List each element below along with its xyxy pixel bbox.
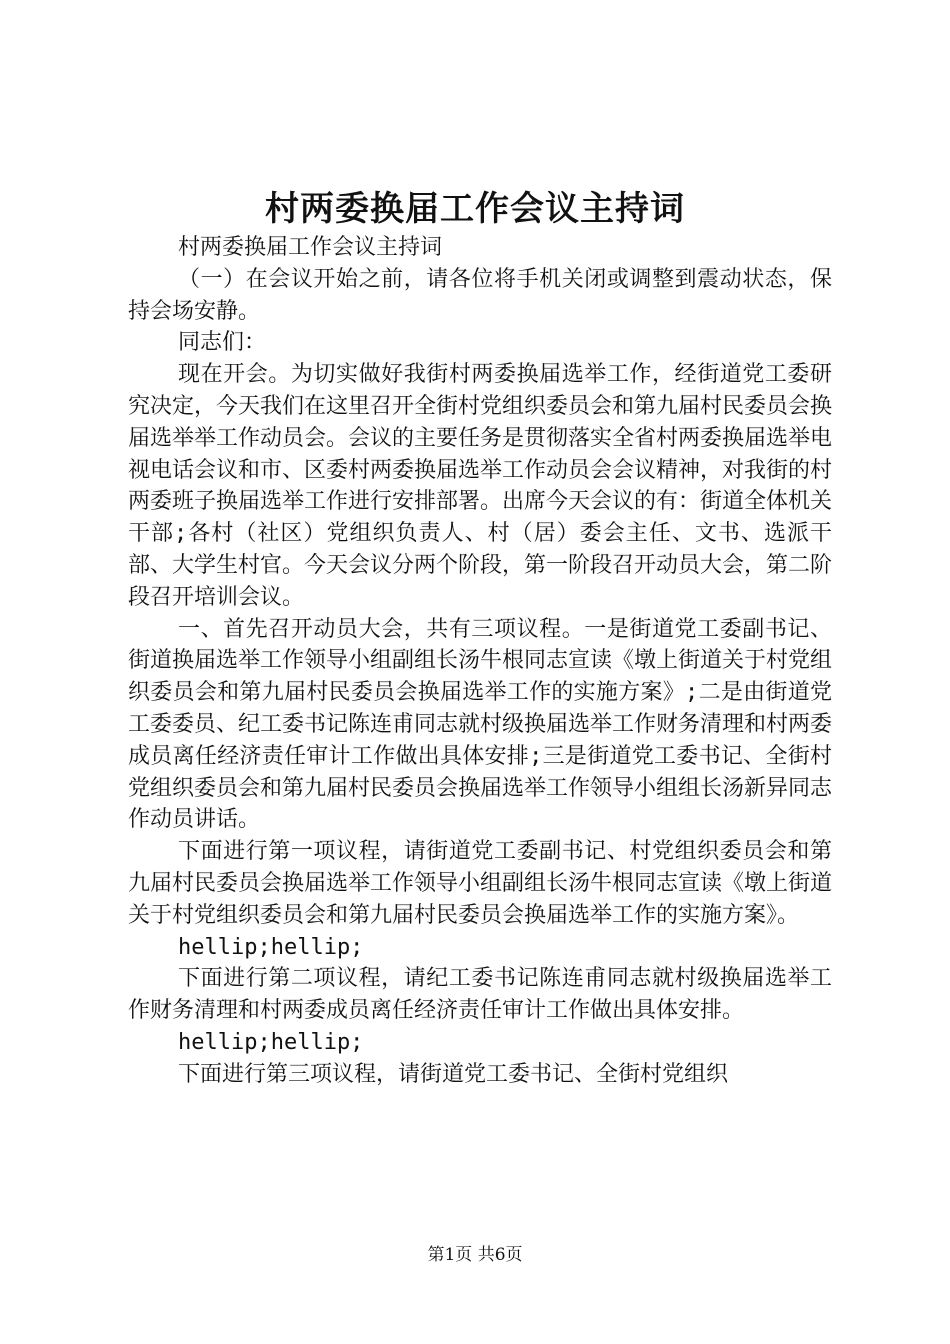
page-number: 第1页 共6页 xyxy=(427,1245,523,1265)
paragraph-item-one: 下面进行第一项议程，请街道党工委副书记、村党组织委员会和第九届村民委员会换届选举工作领导小组副组长汤牛根同志宣读《墩上街道关于村党组织委员会和第九届村民委员会换届选举工作的实施方案》。 xyxy=(128,839,833,928)
paragraph-item-two: 下面进行第二项议程，请纪工委书记陈连甫同志就村级换届选举工作财务清理和村两委成员离任经济责任审计工作做出具体安排。 xyxy=(128,966,832,1024)
paragraph-notice: （一）在会议开始之前，请各位将手机关闭或调整到震动状态，保持会场安静。 xyxy=(128,266,832,324)
paragraph-subtitle: 村两委换届工作会议主持词 xyxy=(178,235,443,260)
paragraph-ellipsis-two: hellip;hellip; xyxy=(178,1029,364,1055)
paragraph-salutation: 同志们： xyxy=(178,330,267,356)
paragraph-ellipsis-one: hellip;hellip; xyxy=(178,934,364,960)
document-title: 村两委换届工作会议主持词 xyxy=(265,189,685,229)
paragraph-item-three: 下面进行第三项议程，请街道党工委书记、全街村党组织 xyxy=(178,1061,729,1087)
document-body xyxy=(128,232,832,1091)
paragraph-opening: 现在开会。为切实做好我街村两委换届选举工作，经街道党工委研究决定，今天我们在这里召开全街村党组织委员会和第九届村民委员会换届选举举工作动员会。会议的主要任务是贯彻落实全省村两委换届选举电视电话会议和市、区委村两委换届选举工作动员会会议精神，对我街的村两委班子换届选举工作进行安排部署。出席今天会议的有：街道全体机关干部;各村（社区）党组织负责人、村（居）委会主任、文书、选派干部、大学生村官。今天会议分两个阶段，第一阶段召开动员大会，第二阶段召开培训会议。 xyxy=(128,362,833,610)
paragraph-agenda: 一、首先召开动员大会，共有三项议程。一是街道党工委副书记、街道换届选举工作领导小组副组长汤牛根同志宣读《墩上街道关于村党组织委员会和第九届村民委员会换届选举工作的实施方案》;二是由街道党工委委员、纪工委书记陈连甫同志就村级换届选举工作财务清理和村两委成员离任经济责任审计工作做出具体安排;三是街道党工委书记、全街村党组织委员会和第九届村民委员会换届选举工作领导小组组长汤新异同志作动员讲话。 xyxy=(128,616,833,833)
